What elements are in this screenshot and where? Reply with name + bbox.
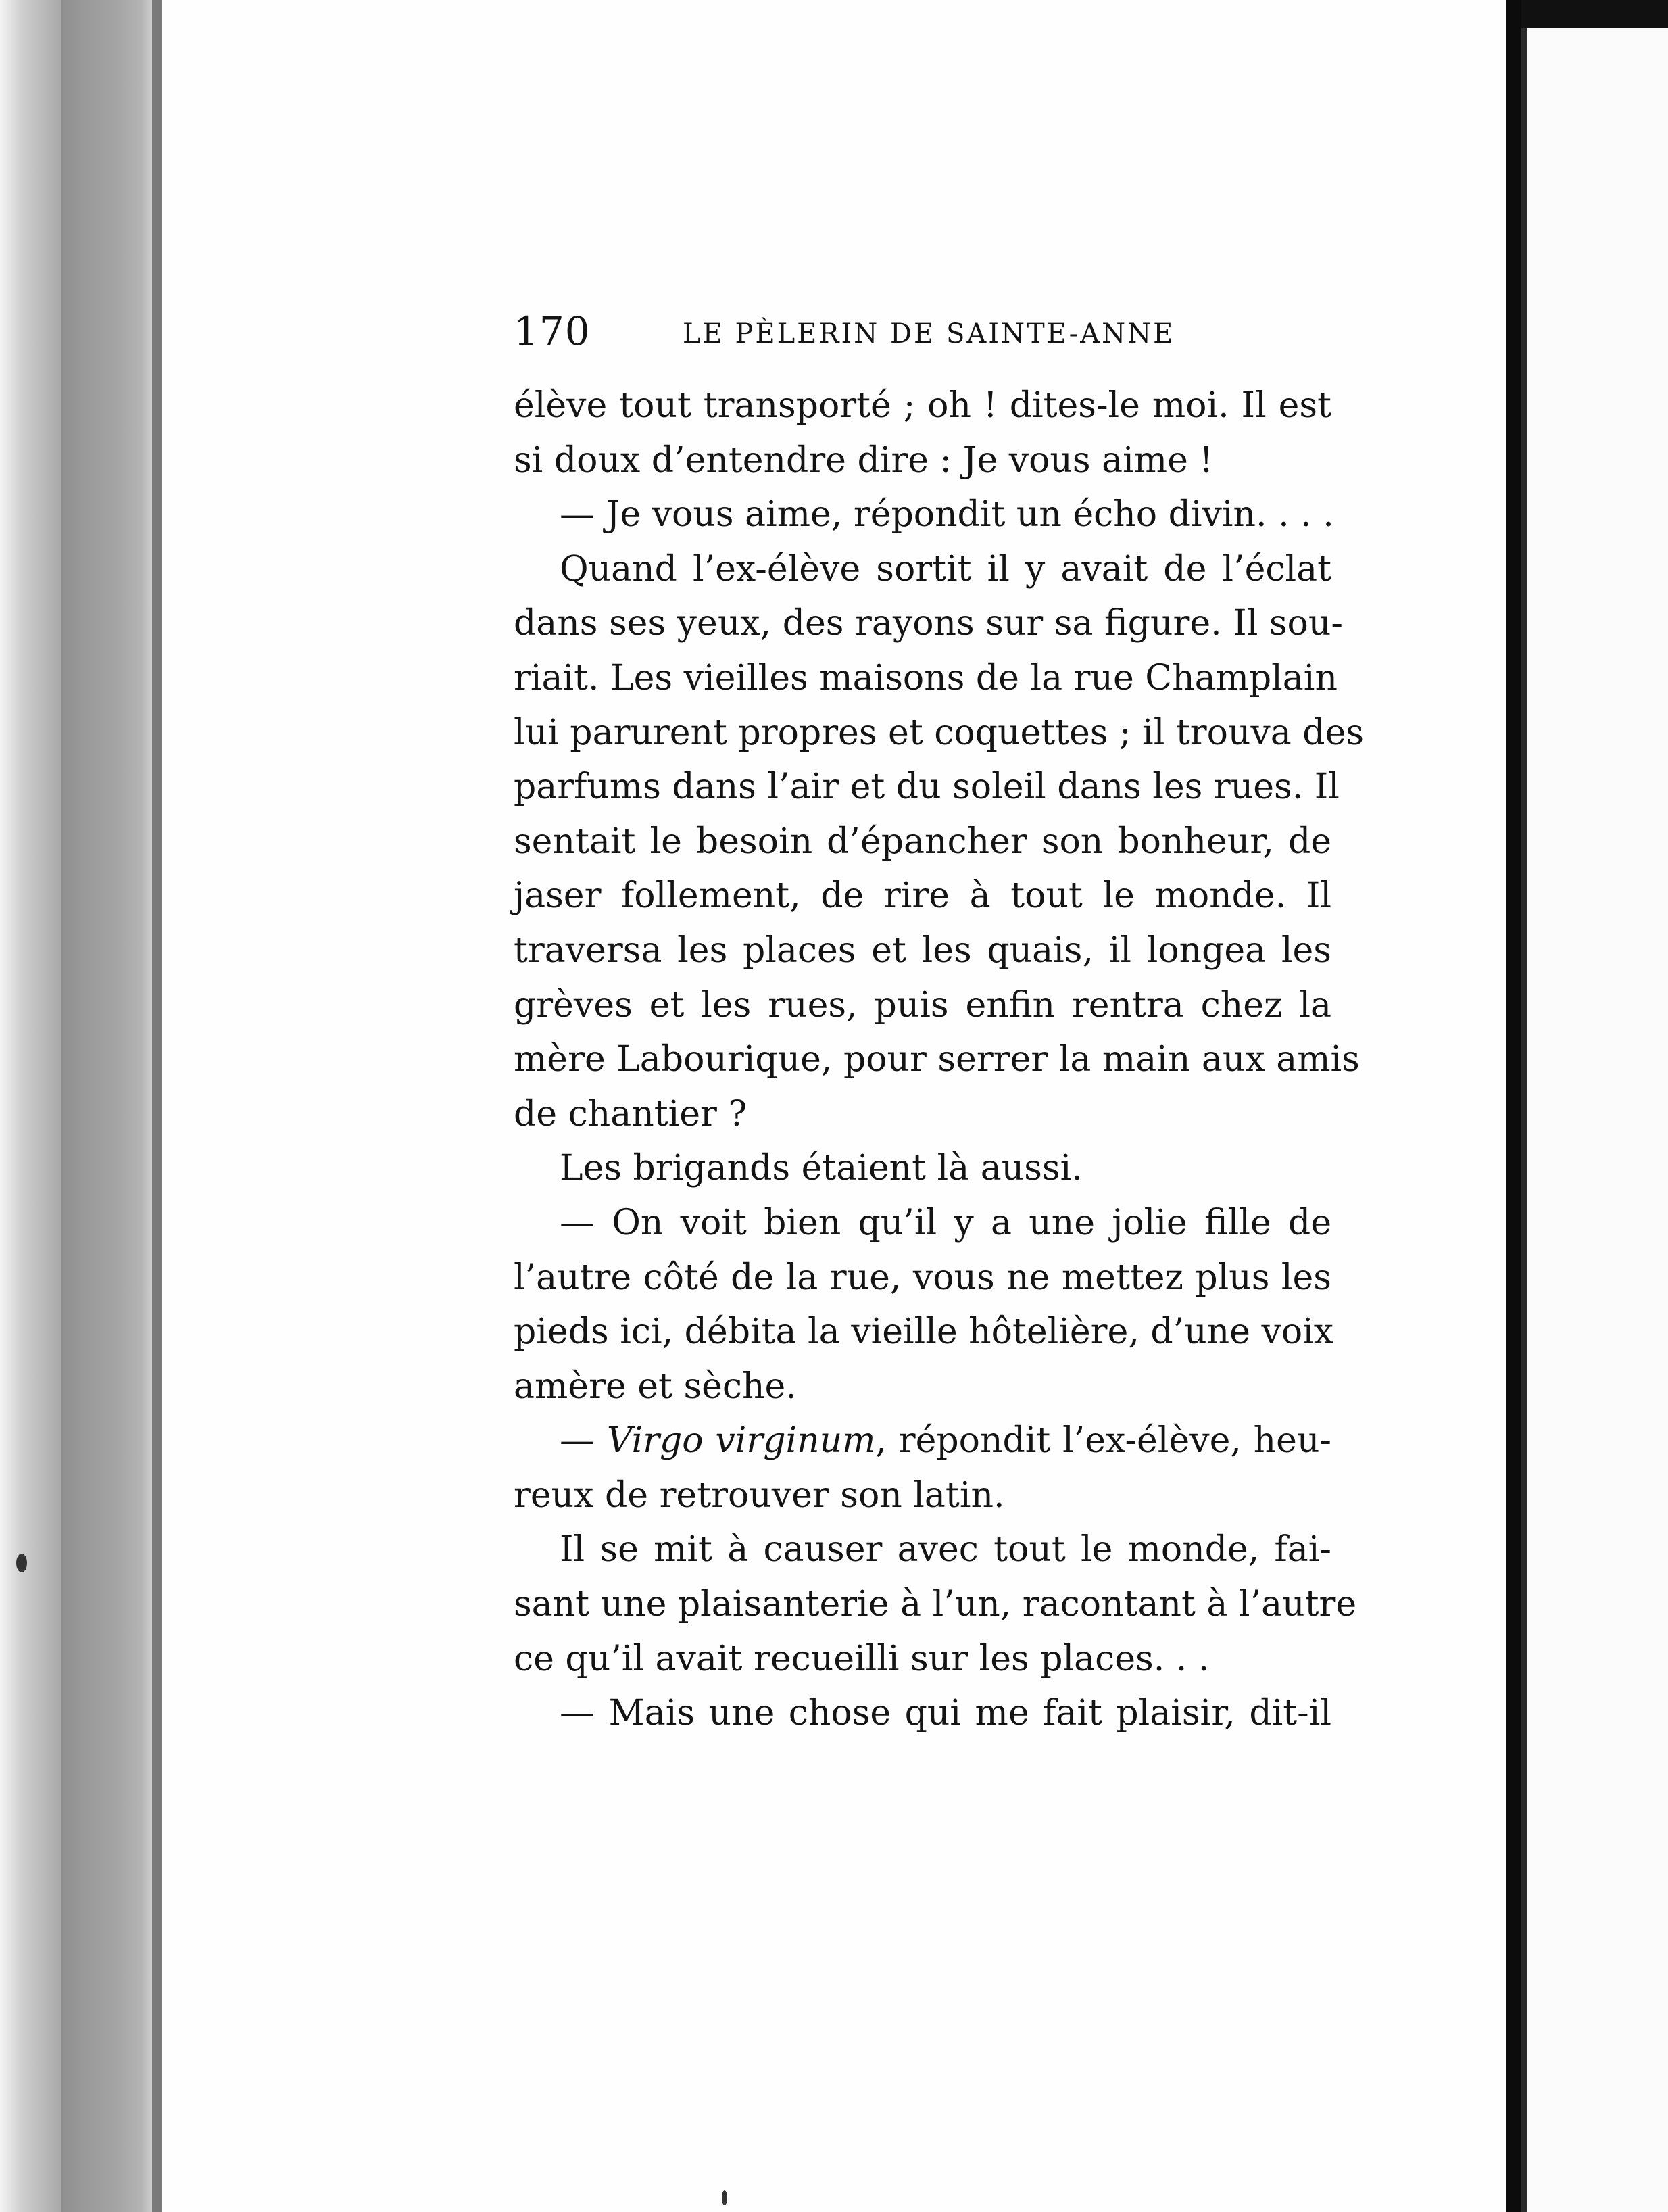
text-line: grèves et les rues, puis enfin rentra chez la <box>514 984 1331 1026</box>
page-edge-shadow <box>152 0 162 2212</box>
text-line: ce qu’il avait recueilli sur les places. . . <box>514 1638 1210 1679</box>
text-line: — On voit bien qu’il y a une jolie fille de <box>560 1202 1331 1243</box>
text-line: jaser follement, de rire à tout le monde. Il <box>514 875 1331 917</box>
text-line: sant une plaisanterie à l’un, racontant à l’autre <box>514 1584 1357 1625</box>
text-line: mère Labourique, pour serrer la main aux amis <box>514 1039 1360 1080</box>
line-remainder: , répondit l’ex-élève, heu- <box>875 1420 1332 1462</box>
text-line: riait. Les vieilles maisons de la rue Champlain <box>514 657 1338 698</box>
latin-phrase: Virgo virginum <box>606 1420 876 1462</box>
text-line: — Je vous aime, répondit un écho divin. . . . <box>560 494 1334 535</box>
text-line: amère et sèche. <box>514 1366 797 1407</box>
scan-speck <box>16 1554 27 1572</box>
page-number: 170 <box>514 308 591 354</box>
text-line: l’autre côté de la rue, vous ne mettez plus les <box>514 1257 1331 1298</box>
text-line: traversa les places et les quais, il longea les <box>514 930 1331 971</box>
right-margin-corner <box>1521 0 1668 28</box>
text-line: Les brigands étaient là aussi. <box>560 1148 1083 1189</box>
text-line: élève tout transporté ; oh ! dites-le moi. Il est <box>514 385 1331 426</box>
binding-gutter-shadow <box>61 0 155 2212</box>
text-line: sentait le besoin d’épancher son bonheur, de <box>514 821 1331 862</box>
text-line: Quand l’ex-élève sortit il y avait de l’éclat <box>560 548 1331 590</box>
text-line: parfums dans l’air et du soleil dans les rues. Il <box>514 767 1340 808</box>
text-line: lui parurent propres et coquettes ; il trouva des <box>514 712 1365 753</box>
text-line: si doux d’entendre dire : Je vous aime ! <box>514 439 1214 481</box>
running-head <box>514 304 1325 358</box>
scan-speck <box>722 2190 727 2205</box>
text-line: pieds ici, débita la vieille hôtelière, d’une voix <box>514 1312 1334 1353</box>
text-line-mixed <box>514 1414 1331 1468</box>
text-line: de chantier ? <box>514 1093 747 1134</box>
dash-prefix: — <box>560 1420 607 1462</box>
right-margin-rule <box>1506 0 1521 2212</box>
right-margin-inner-rule <box>1521 28 1527 2212</box>
running-title: LE PÈLERIN DE SAINTE-ANNE <box>683 318 1175 350</box>
text-line: dans ses yeux, des rayons sur sa figure. Il sou- <box>514 603 1343 644</box>
right-margin-paper <box>1527 28 1668 2212</box>
binding-gutter-outer <box>0 0 61 2212</box>
text-line: reux de retrouver son latin. <box>514 1474 1005 1516</box>
text-line: — Mais une chose qui me fait plaisir, dit-il <box>560 1693 1331 1734</box>
text-line: Il se mit à causer avec tout le monde, fai- <box>560 1529 1331 1570</box>
body-text <box>514 379 1365 1741</box>
